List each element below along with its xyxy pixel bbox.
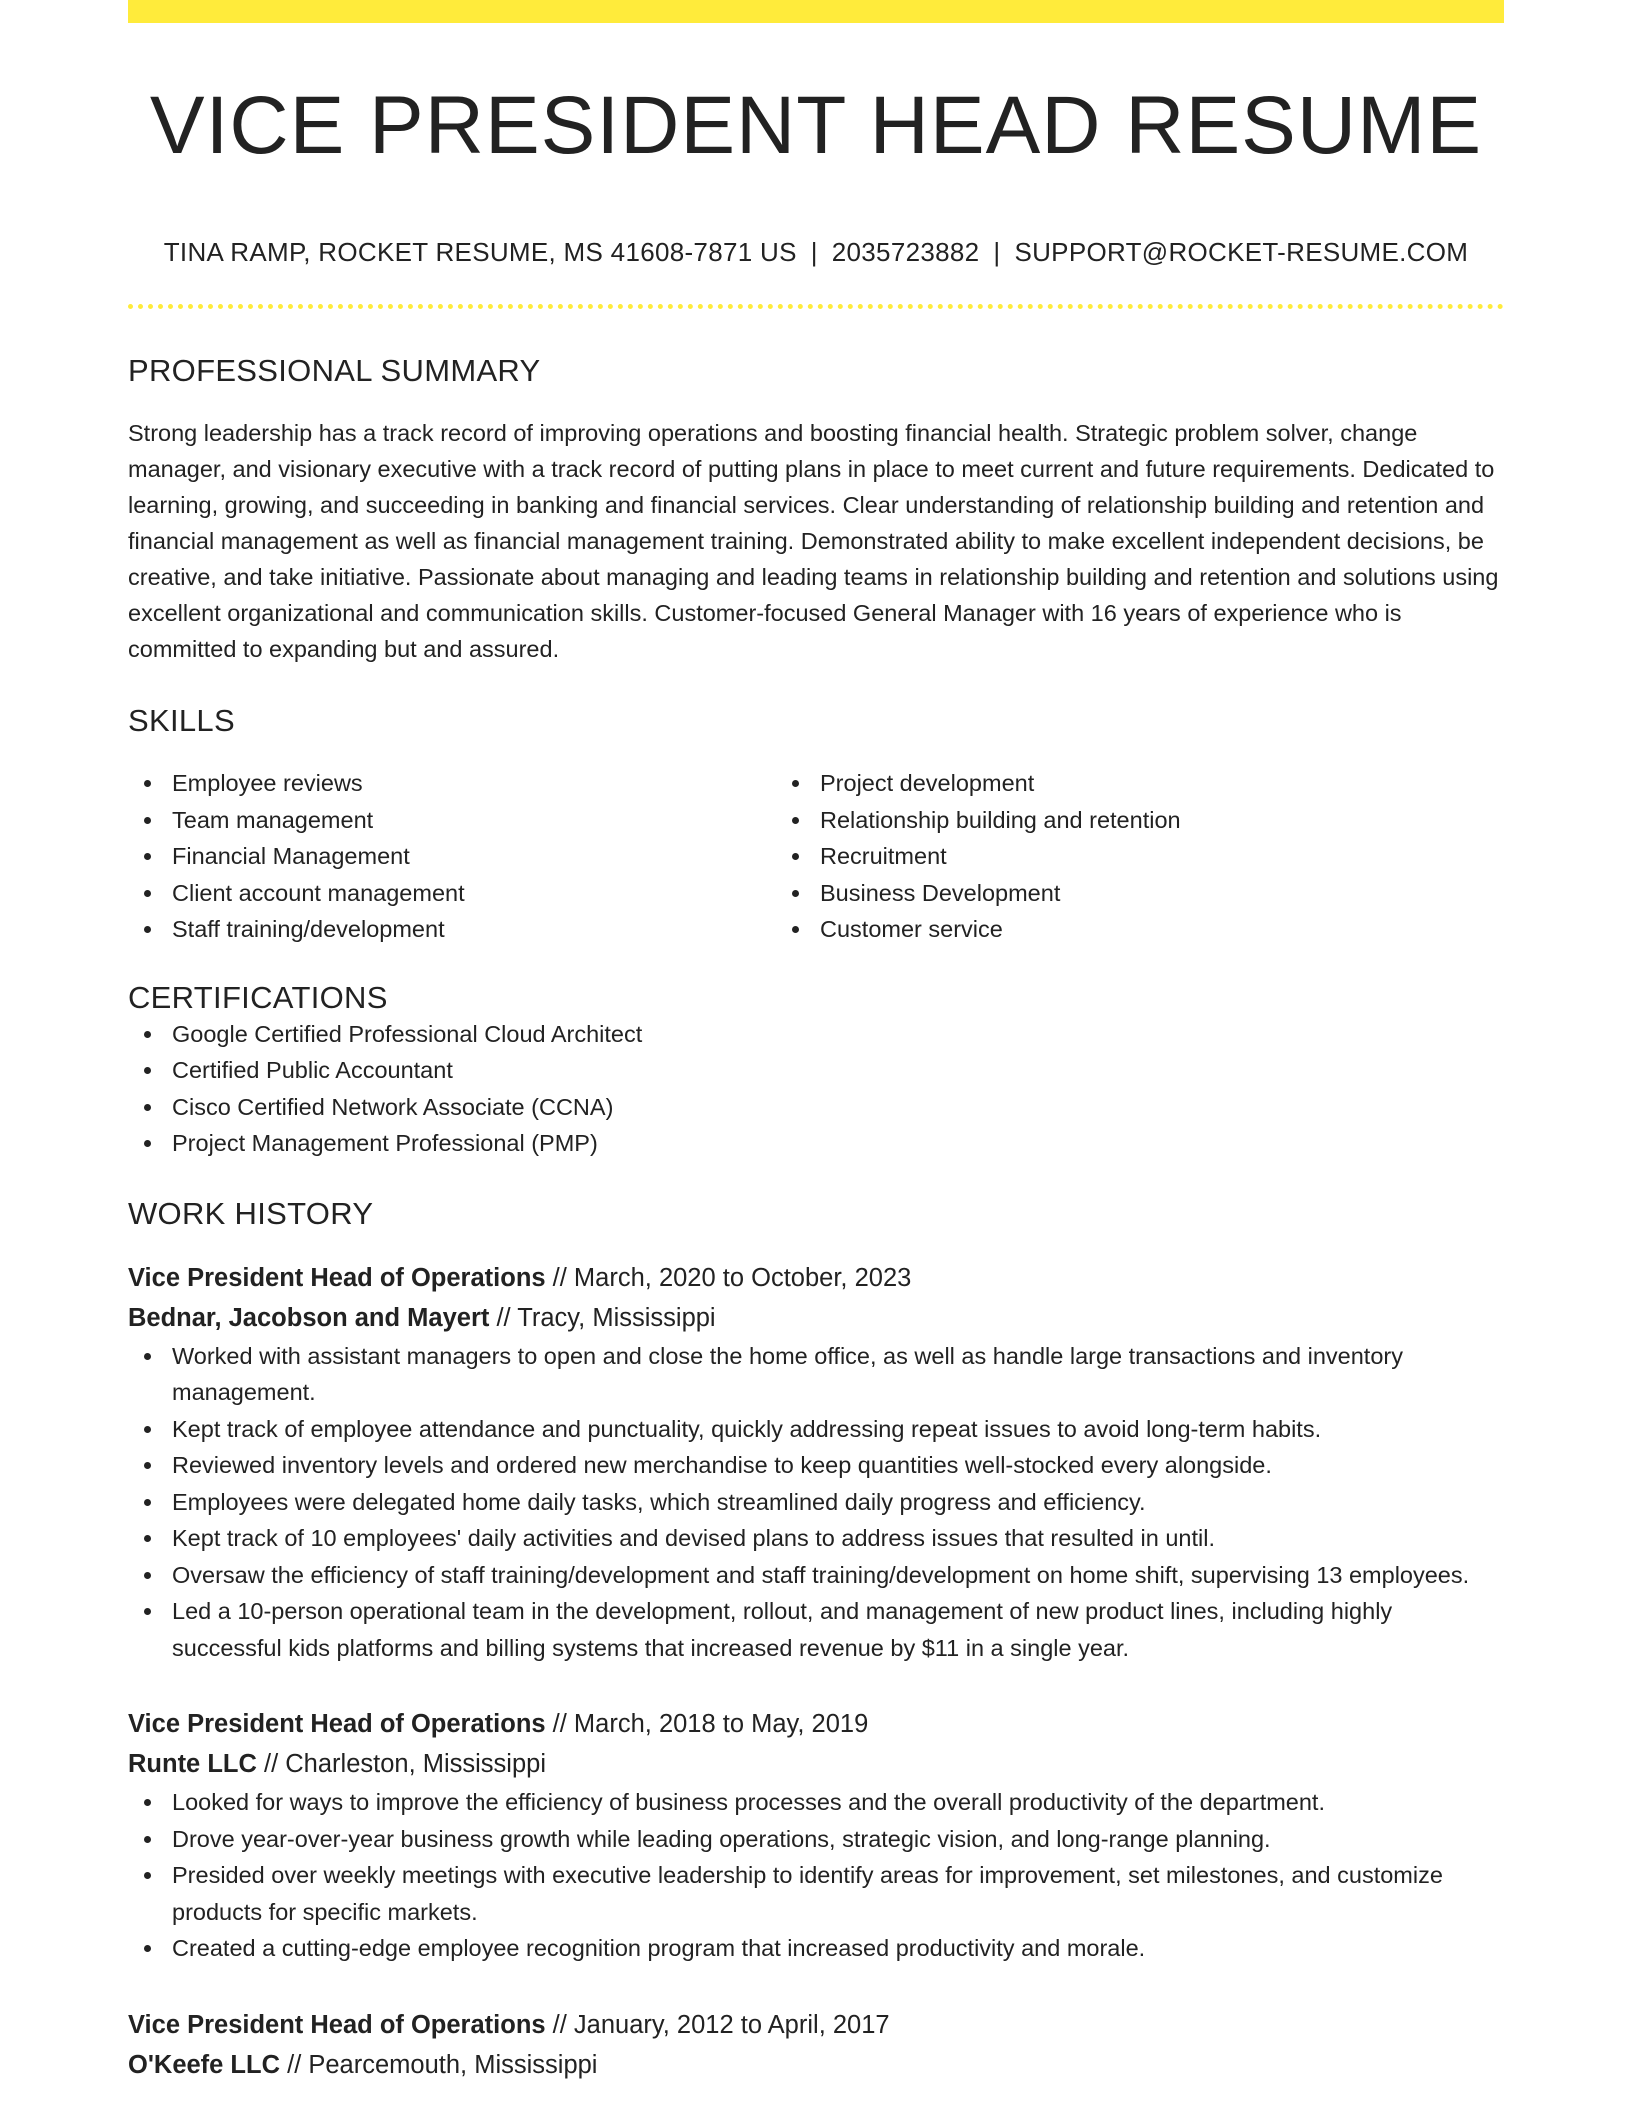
job-bullet: Worked with assistant managers to open and close the home office, as well as handle large transactions and inventory management. [128, 1338, 1504, 1411]
work-history-heading: WORK HISTORY [128, 1195, 374, 1231]
skill-item: Staff training/development [172, 911, 850, 948]
job-entry [128, 1704, 1504, 1967]
summary-text: Strong leadership has a track record of improving operations and boosting financial health. Strategic problem solver, change manager, and visionary executive with a track record of putting plans in place to meet current and future requirements. Dedicated to learning, growing, and succeeding in banking and financial services. Clear understanding of relationship building and retention and financial management as well as financial management training. Demonstrated ability to make excellent independent decisions, be creative, and take initiative. Passionate about managing and leading teams in relationship building and retention and solutions using excellent organizational and communication skills. Customer-focused General Manager with 16 years of experience who is committed to expanding but and assured. [128, 420, 1499, 662]
skills-grid [128, 765, 1504, 948]
certification-item: Certified Public Accountant [128, 1052, 1504, 1089]
job-bullet: Reviewed inventory levels and ordered new merchandise to keep quantities well-stocked every alongside. [128, 1447, 1504, 1484]
resume-title: VICE PRESIDENT HEAD RESUME [149, 80, 1483, 171]
summary-heading: PROFESSIONAL SUMMARY [128, 353, 541, 388]
job-company-line [128, 1298, 1504, 1338]
job-bullet: Kept track of 10 employees' daily activities and devised plans to address issues that resulted in until. [128, 1520, 1504, 1557]
job-company-line [128, 1744, 1504, 1784]
skills-heading: SKILLS [128, 703, 235, 738]
job-company-line [128, 2045, 1504, 2085]
job-location: // Charleston, Mississippi [264, 1750, 547, 1778]
job-bullet: Led a 10-person operational team in the development, rollout, and management of new product lines, including highly successful kids platforms and billing systems that increased revenue by $11 in a single year. [128, 1593, 1504, 1666]
certifications-list [128, 1016, 1504, 1162]
job-bullet: Looked for ways to improve the efficiency of business processes and the overall productivity of the department. [128, 1784, 1504, 1821]
job-title-line [128, 2005, 1504, 2045]
job-location: // Pearcemouth, Mississippi [287, 2050, 598, 2079]
job-title: Vice President Head of Operations [128, 1263, 546, 1292]
skills-list-left [128, 765, 850, 948]
job-dates: // March, 2018 to May, 2019 [552, 1710, 869, 1738]
contact-email: SUPPORT@ROCKET-RESUME.COM [1014, 237, 1469, 267]
top-accent-bar [128, 0, 1504, 23]
job-company: O'Keefe LLC [128, 2050, 281, 2079]
contact-address: TINA RAMP, ROCKET RESUME, MS 41608-7871 US [163, 237, 797, 267]
job-location: // Tracy, Mississippi [496, 1303, 716, 1332]
job-bullet: Employees were delegated home daily tasks, which streamlined daily progress and efficiency. [128, 1484, 1504, 1521]
certification-item: Project Management Professional (PMP) [128, 1125, 1504, 1162]
job-bullet-list [128, 1784, 1504, 1967]
dotted-divider [128, 304, 1504, 309]
job-entry [128, 1258, 1504, 1667]
certifications-heading: CERTIFICATIONS [128, 979, 388, 1015]
job-title-line [128, 1258, 1504, 1298]
skill-item: Project development [820, 765, 1498, 802]
contact-separator: | [810, 237, 818, 267]
skill-item: Customer service [820, 911, 1498, 948]
certification-item: Google Certified Professional Cloud Architect [128, 1016, 1504, 1053]
skill-item: Recruitment [820, 838, 1498, 875]
job-bullet: Presided over weekly meetings with executive leadership to identify areas for improvement, set milestones, and customize products for specific markets. [128, 1857, 1504, 1930]
job-bullet: Oversaw the efficiency of staff training/development and staff training/development on home shift, supervising 13 employees. [128, 1557, 1504, 1594]
skill-item: Relationship building and retention [820, 802, 1498, 839]
job-bullet: Drove year-over-year business growth while leading operations, strategic vision, and long-range planning. [128, 1821, 1504, 1858]
skill-item: Financial Management [172, 838, 850, 875]
skill-item: Business Development [820, 875, 1498, 912]
skill-item: Client account management [172, 875, 850, 912]
contact-line [128, 237, 1504, 268]
job-title: Vice President Head of Operations [128, 2010, 546, 2039]
job-dates: // January, 2012 to April, 2017 [552, 2010, 890, 2039]
job-dates: // March, 2020 to October, 2023 [552, 1263, 912, 1292]
contact-phone: 2035723882 [831, 237, 980, 267]
job-company: Runte LLC [128, 1750, 257, 1778]
job-bullet-list [128, 1338, 1504, 1667]
skills-list-right [820, 765, 1498, 948]
skill-item: Employee reviews [172, 765, 850, 802]
job-bullet: Kept track of employee attendance and punctuality, quickly addressing repeat issues to avoid long-term habits. [128, 1411, 1504, 1448]
skill-item: Team management [172, 802, 850, 839]
job-entry [128, 2005, 1504, 2085]
job-title: Vice President Head of Operations [128, 1710, 546, 1738]
job-title-line [128, 1704, 1504, 1744]
certification-item: Cisco Certified Network Associate (CCNA) [128, 1089, 1504, 1126]
job-company: Bednar, Jacobson and Mayert [128, 1303, 490, 1332]
contact-separator: | [993, 237, 1001, 267]
job-bullet: Created a cutting-edge employee recognition program that increased productivity and morale. [128, 1930, 1504, 1967]
resume-page [128, 0, 1504, 2085]
